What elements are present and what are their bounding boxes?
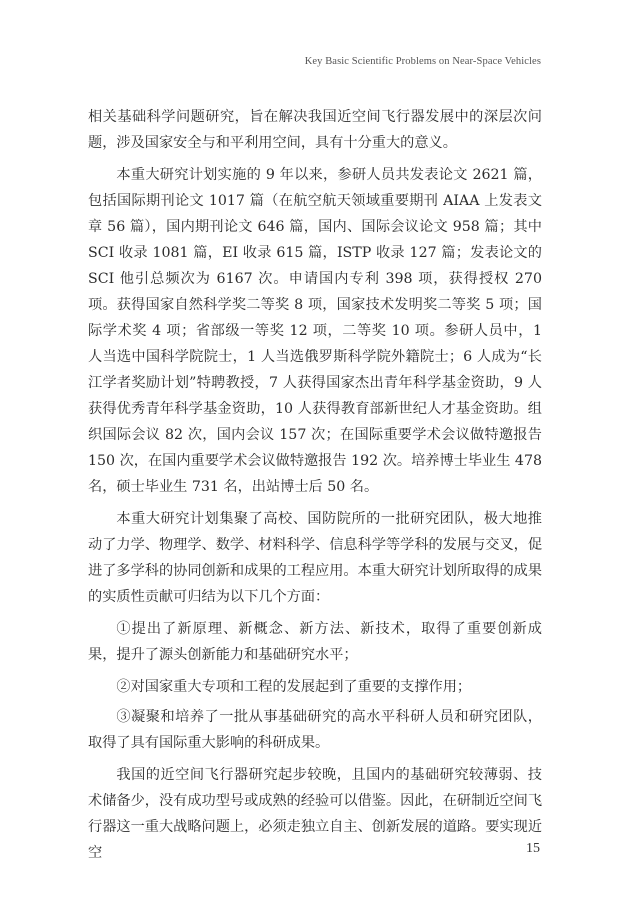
body-text: [88, 104, 542, 872]
paragraph-publications-awards: 本重大研究计划实施的 9 年以来，参研人员共发表论文 2621 篇，包括国际期刊论文 1017 篇（在航空航天领域重要期刊 AIAA 上发表文章 56 篇），国内期刊论文 646 篇，国内、国际会议论文 958 篇；其中 SCI 收录 1081 篇，EI 收录 615 篇，ISTP 收录 127 篇；发表论文的 SCI 他引总频次为 6167 次。申请国内专利 398 项，获得授权 270 项。获得国家自然科学奖二等奖 8 项，国家技术发明奖二等奖 5 项；国际学术奖 4 项；省部级一等奖 12 项，二等奖 10 项。参研人员中，1 人当选中国科学院院士，1 人当选俄罗斯科学院外籍院士；6 人成为“长江学者奖励计划”特聘教授，7 人获得国家杰出青年科学基金资助，9 人获得优秀青年科学基金资助，10 人获得教育部新世纪人才基金资助。组织国际会议 82 次，国内会议 157 次；在国际重要学术会议做特邀报告 150 次，在国内重要学术会议做特邀报告 192 次。培养博士毕业生 478 名，硕士毕业生 731 名，出站博士后 50 名。: [88, 167, 542, 495]
paragraph-research-teams: 本重大研究计划集聚了高校、国防院所的一批研究团队，极大地推动了力学、物理学、数学、材料科学、信息科学等学科的发展与交叉，促进了多学科的协同创新和成果的工程应用。本重大研究计划所取得的成果的实质性贡献可归结为以下几个方面：: [88, 511, 543, 605]
page-number: 15: [526, 841, 540, 856]
running-header: Key Basic Scientific Problems on Near-Space Vehicles: [304, 56, 541, 67]
paragraph-independent-development: 我国的近空间飞行器研究起步较晚，且国内的基础研究较薄弱、技术储备少，没有成功型号或成熟的经验可以借鉴。因此，在研制近空间飞行器这一重大战略问题上，必须走独立自主、创新发展的道路。要实现近空: [88, 767, 543, 861]
contribution-item-2: ②对国家重大专项和工程的发展起到了重要的支撑作用；: [116, 679, 472, 695]
paragraph-continuation: 相关基础科学问题研究，旨在解决我国近空间飞行器发展中的深层次问题，涉及国家安全与和平利用空间，具有十分重大的意义。: [88, 109, 542, 151]
contribution-item-1: ①提出了新原理、新概念、新方法、新技术，取得了重要创新成果，提升了源头创新能力和基础研究水平；: [88, 621, 542, 663]
contribution-item-3: ③凝聚和培养了一批从事基础研究的高水平科研人员和研究团队，取得了具有国际重大影响的科研成果。: [88, 709, 542, 751]
